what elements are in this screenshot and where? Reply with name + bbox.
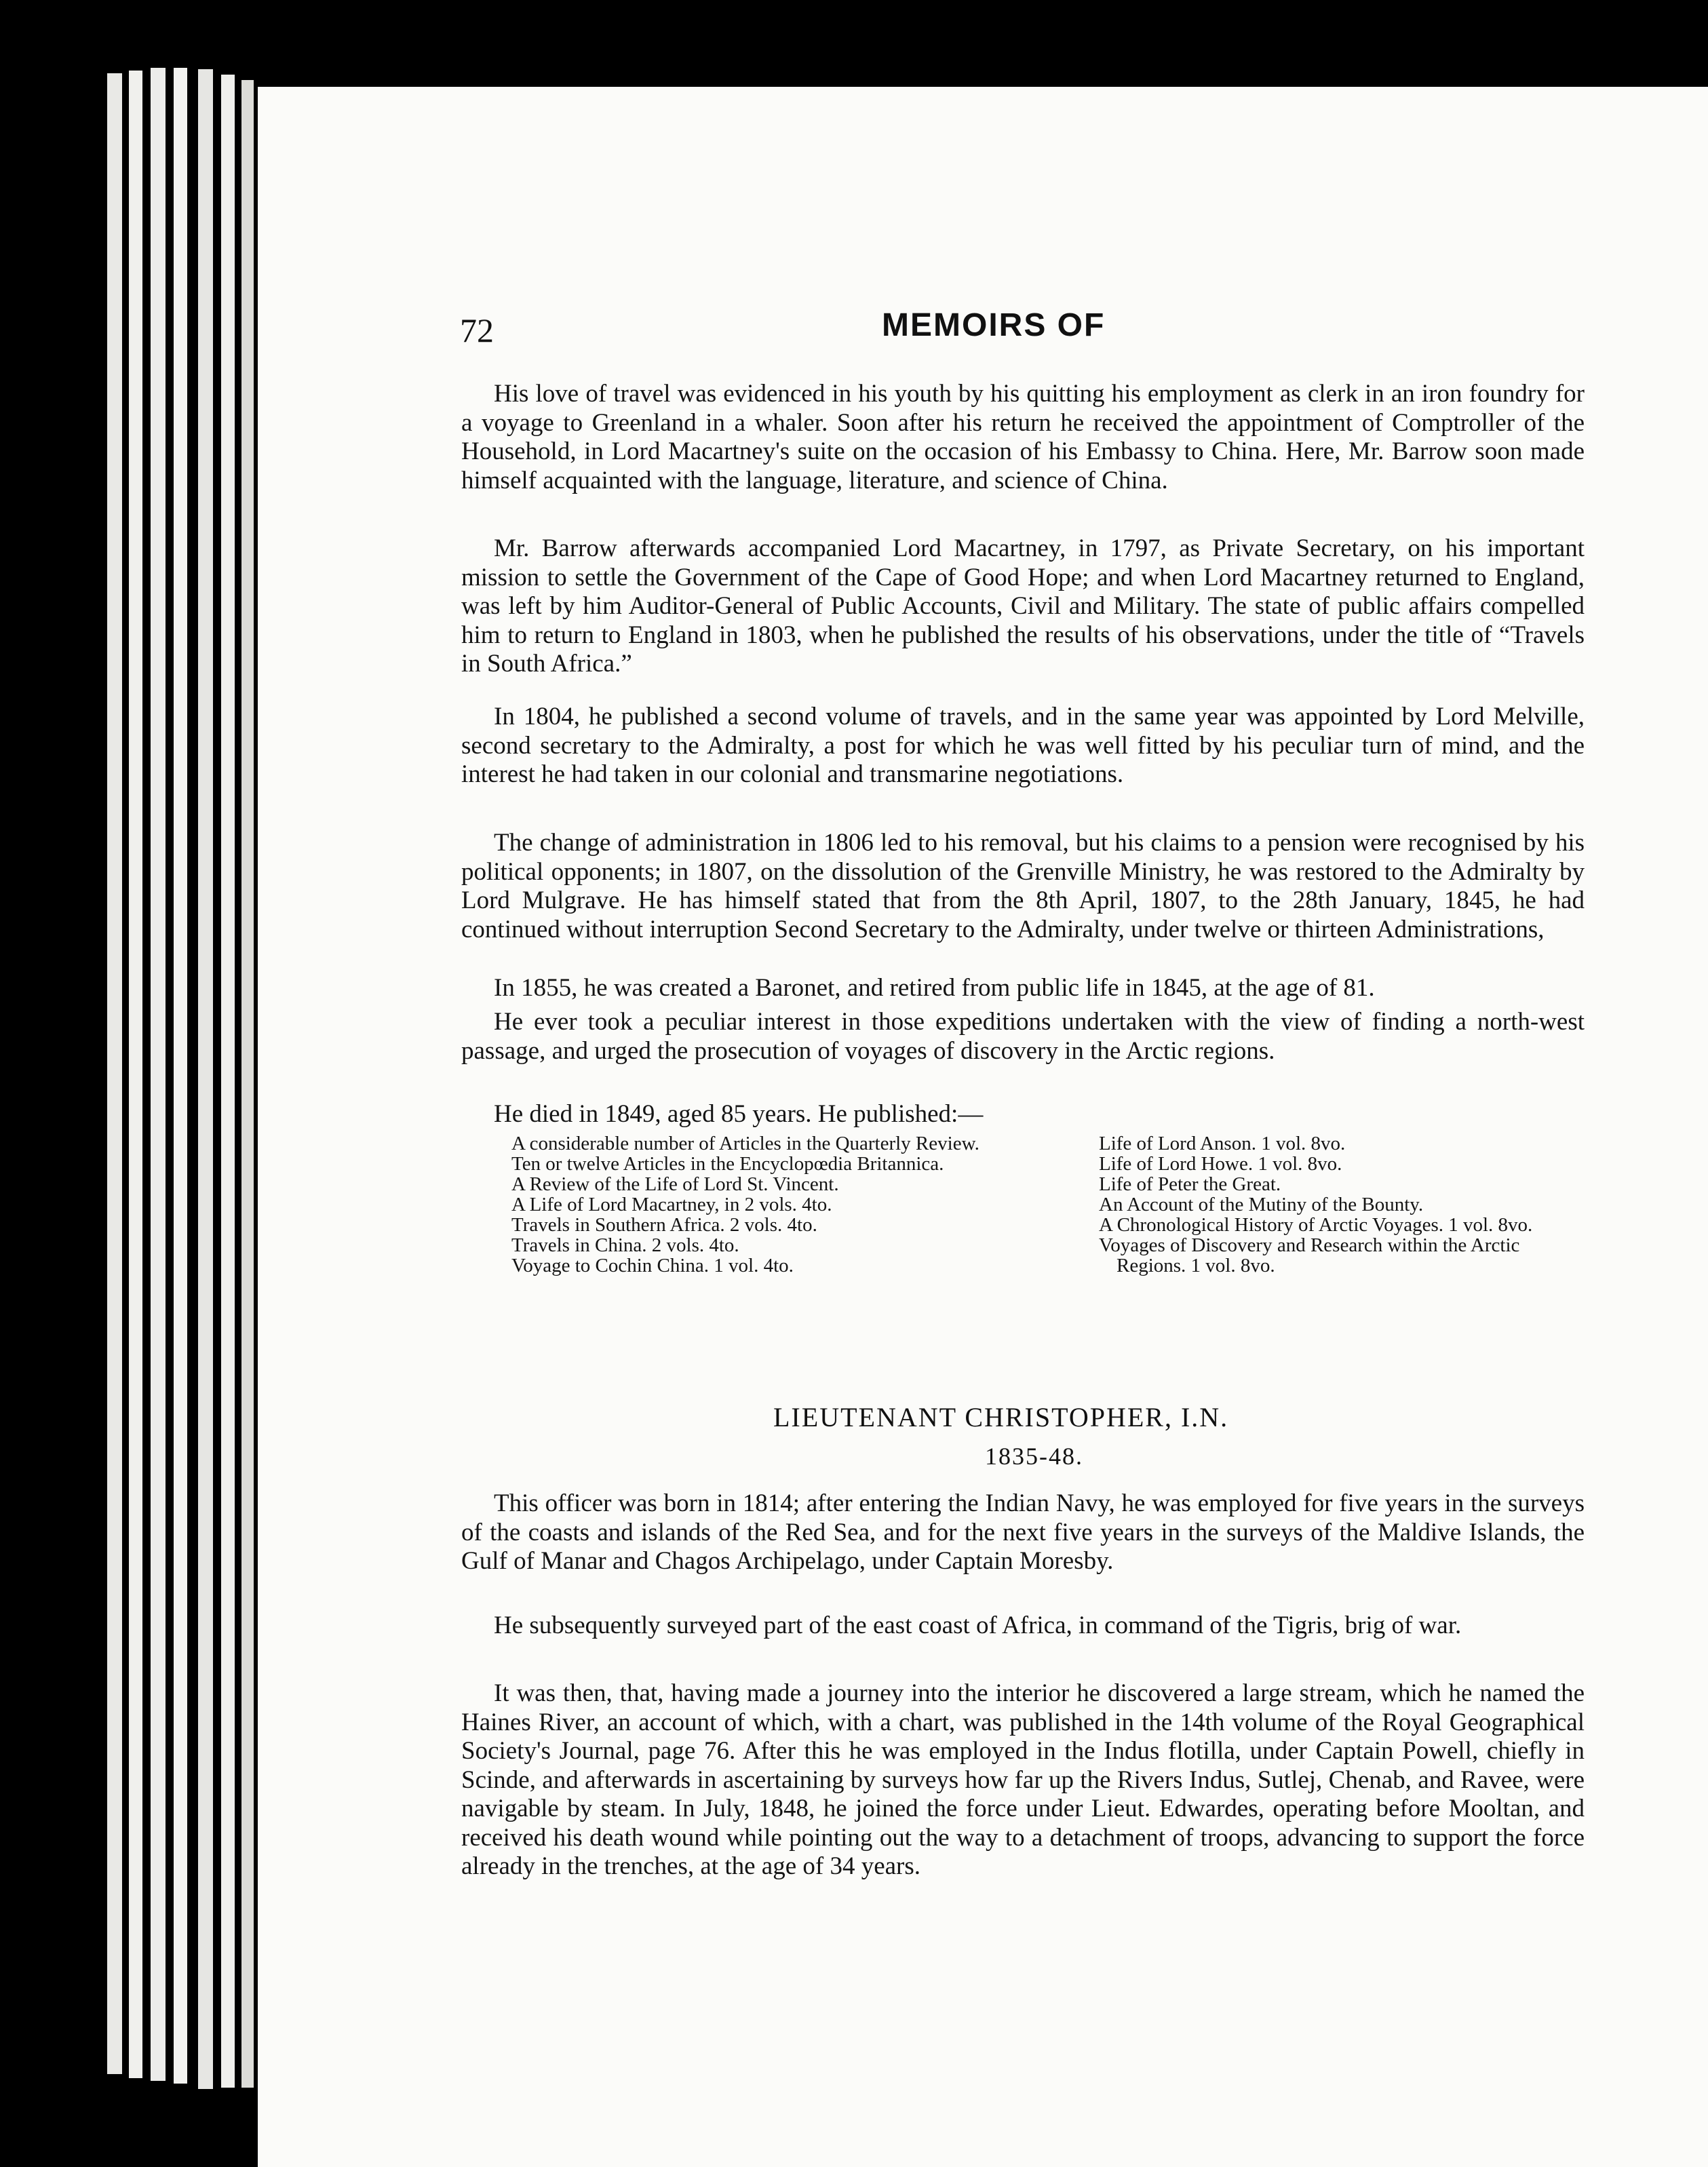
list-item: Travels in China. 2 vols. 4to.: [511, 1234, 739, 1256]
list-item: A Review of the Life of Lord St. Vincent.: [511, 1173, 839, 1195]
list-item: Ten or twelve Articles in the Encyclopœdia Britannica.: [511, 1153, 944, 1175]
running-head: MEMOIRS OF: [882, 307, 1106, 343]
paragraph: Mr. Barrow afterwards accompanied Lord Macartney, in 1797, as Private Secretary, on his important mission to settle the Government of the Cape of Good Hope; and when Lord Macartney returned to England, was left by him Auditor-General of Public Accounts, Civil and Military. The state of public affairs compelled him to return to England in 1803, when he published the results of his observations, under the title of “Travels in South Africa.”: [461, 534, 1585, 678]
page-edge: [129, 71, 142, 2078]
list-item: Voyages of Discovery and Research within the Arctic Regions. 1 vol. 8vo.: [1099, 1234, 1520, 1276]
paragraph: In 1804, he published a second volume of travels, and in the same year was appointed by Lord Melville, second secretary to the Admiralty, a post for which he was well fitted by his peculiar turn of mind, and the interest he had taken in our colonial and transmarine negotiations.: [461, 703, 1585, 788]
list-item: A Chronological History of Arctic Voyages. 1 vol. 8vo.: [1099, 1214, 1533, 1236]
paragraph: He died in 1849, aged 85 years. He published:—: [494, 1100, 984, 1128]
list-item: A Life of Lord Macartney, in 2 vols. 4to.: [511, 1194, 832, 1215]
page-edge: [198, 69, 213, 2089]
list-item: Life of Lord Howe. 1 vol. 8vo.: [1099, 1153, 1342, 1175]
list-item: Life of Lord Anson. 1 vol. 8vo.: [1099, 1133, 1346, 1154]
list-item: A considerable number of Articles in the Quarterly Review.: [511, 1133, 979, 1154]
list-item: Voyage to Cochin China. 1 vol. 4to.: [511, 1255, 794, 1276]
paragraph: He subsequently surveyed part of the east coast of Africa, in command of the Tigris, brig of war.: [494, 1612, 1462, 1639]
paragraph: In 1855, he was created a Baronet, and retired from public life in 1845, at the age of 81.: [494, 974, 1375, 1002]
section-title: LIEUTENANT CHRISTOPHER, I.N.: [773, 1402, 1229, 1432]
list-item: Travels in Southern Africa. 2 vols. 4to.: [511, 1214, 817, 1236]
page-edge: [151, 68, 166, 2081]
page-edge: [241, 80, 254, 2088]
paragraph: This officer was born in 1814; after entering the Indian Navy, he was employed for five years in the surveys of the coasts and islands of the Red Sea, and for the next five years in the surveys of the Maldive Islands, the Gulf of Manar and Chagos Archipelago, under Captain Moresby.: [461, 1489, 1585, 1575]
paragraph: His love of travel was evidenced in his youth by his quitting his employment as clerk in an iron foundry for a voyage to Greenland in a whaler. Soon after his return he received the appointment of Comptroller of the Household, in Lord Macartney's suite on the occasion of his Embassy to China. Here, Mr. Barrow soon made himself acquainted with the language, literature, and science of China.: [461, 380, 1585, 494]
paragraph: He ever took a peculiar interest in those expeditions undertaken with the view of finding a north-west passage, and urged the prosecution of voyages of discovery in the Arctic regions.: [461, 1008, 1585, 1065]
paragraph: The change of administration in 1806 led to his removal, but his claims to a pension were recognised by his political opponents; in 1807, on the dissolution of the Grenville Ministry, he was restored to the Admiralty by Lord Mulgrave. He has himself stated that from the 8th April, 1807, to the 28th January, 1845, he had continued without interruption Second Secretary to the Admiralty, under twelve or thirteen Administrations,: [461, 829, 1585, 943]
list-item: An Account of the Mutiny of the Bounty.: [1099, 1194, 1424, 1215]
section-dates: 1835-48.: [985, 1443, 1083, 1470]
page-edge: [221, 75, 235, 2088]
publications-list-right: [1099, 1133, 1587, 1276]
list-item: Life of Peter the Great.: [1099, 1173, 1281, 1195]
page-edge: [107, 73, 122, 2074]
publications-list-left: [511, 1133, 1000, 1276]
paragraph: It was then, that, having made a journey into the interior he discovered a large stream, which he named the Haines River, an account of which, with a chart, was published in the 14th volume of the Royal Geographical Society's Journal, page 76. After this he was employed in the Indus flotilla, under Captain Powell, chiefly in Scinde, and afterwards in ascertaining by surveys how far up the Rivers Indus, Sutlej, Chenab, and Ravee, were navigable by steam. In July, 1848, he joined the force under Lieut. Edwardes, operating before Mooltan, and received his death wound while pointing out the way to a detachment of troops, advancing to support the force already in the trenches, at the age of 34 years.: [461, 1679, 1585, 1880]
page-edge: [174, 68, 187, 2084]
page-number: 72: [460, 311, 494, 349]
